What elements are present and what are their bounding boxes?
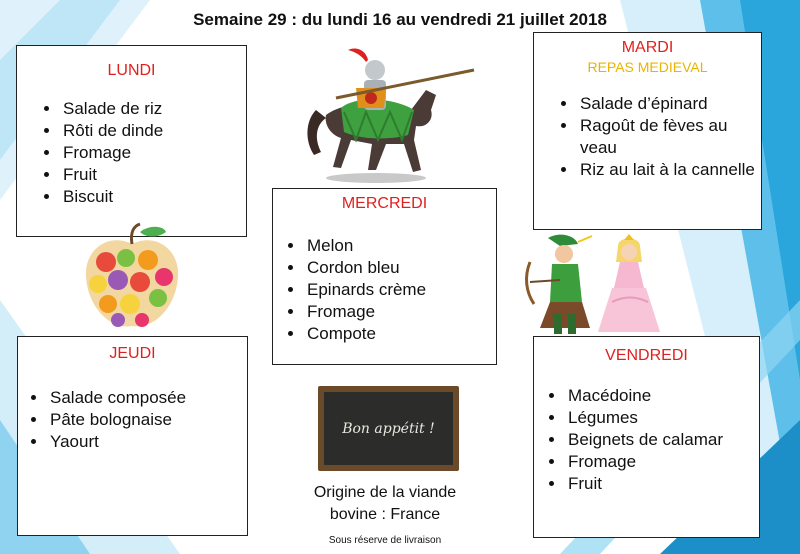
delivery-disclaimer: Sous réserve de livraison — [328, 535, 442, 546]
menu-item: • Ragoût de fèves au veau — [578, 115, 761, 159]
archer-and-princess-illustration — [520, 232, 670, 336]
menu-item: • Pâte bolognaise — [48, 409, 247, 431]
menu-item: • Beignets de calamar — [566, 429, 759, 451]
menu-item: • Salade composée — [48, 387, 247, 409]
menu-list-lundi — [17, 98, 246, 208]
menu-item: • Fruit — [566, 473, 759, 495]
menu-item: • Légumes — [566, 407, 759, 429]
day-label-mercredi: MERCREDI — [341, 195, 428, 212]
menu-card-vendredi — [533, 336, 760, 538]
menu-item: • Salade de riz — [61, 98, 246, 120]
meat-origin-text: Origine de la viande bovine : France — [313, 484, 457, 523]
day-label-vendredi: VENDREDI — [605, 347, 688, 364]
menu-list-vendredi — [534, 385, 759, 495]
menu-item: • Melon — [305, 235, 496, 257]
menu-item: • Fromage — [61, 142, 246, 164]
menu-item: • Rôti de dinde — [61, 120, 246, 142]
menu-item: • Fromage — [305, 301, 496, 323]
fruit-apple-illustration — [78, 222, 186, 334]
chalkboard-illustration — [318, 386, 459, 471]
menu-item: • Biscuit — [61, 186, 246, 208]
day-label-lundi: LUNDI — [107, 62, 156, 79]
menu-item: • Fromage — [566, 451, 759, 473]
menu-card-jeudi — [17, 336, 248, 536]
menu-item: • Macédoine — [566, 385, 759, 407]
menu-item: • Epinards crème — [305, 279, 496, 301]
menu-card-mercredi — [272, 188, 497, 365]
menu-list-mercredi — [273, 235, 496, 345]
page-title: Semaine 29 : du lundi 16 au vendredi 21 juillet 2018 — [193, 10, 607, 29]
menu-card-mardi — [533, 32, 762, 230]
menu-item: • Yaourt — [48, 431, 247, 453]
menu-card-lundi — [16, 45, 247, 237]
knight-on-horse-illustration — [296, 40, 476, 185]
menu-item: • Riz au lait à la cannelle — [578, 159, 761, 181]
day-subtitle-mardi: REPAS MEDIEVAL — [587, 59, 708, 75]
menu-list-mardi — [534, 93, 761, 181]
day-label-mardi: MARDI — [621, 39, 674, 56]
menu-item: • Fruit — [61, 164, 246, 186]
menu-list-jeudi — [18, 387, 247, 453]
chalkboard-text: Bon appétit ! — [324, 392, 453, 465]
menu-item: • Salade d’épinard — [578, 93, 761, 115]
day-label-jeudi: JEUDI — [109, 345, 156, 362]
menu-item: • Cordon bleu — [305, 257, 496, 279]
menu-item: • Compote — [305, 323, 496, 345]
